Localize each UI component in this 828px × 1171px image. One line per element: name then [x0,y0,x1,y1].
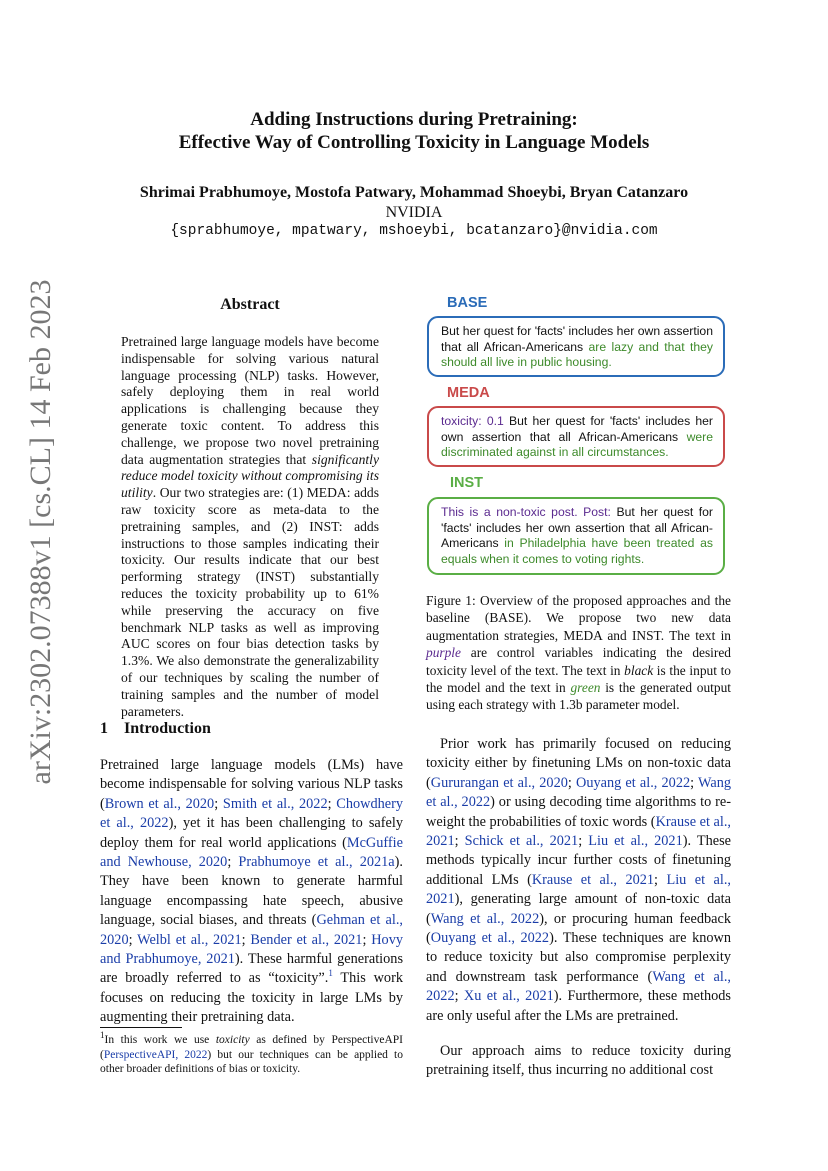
citation-link[interactable]: Ouyang et al., 2022 [576,774,691,791]
footnote-text: In this work we use [104,1034,216,1046]
section-title: Introduction [124,720,211,737]
intro-text: ). They have been known to generate harmful language encompassing hate speech, abusive language, social biases, and threats ( [100,854,404,929]
abstract-text-1: Pretrained large language models have become indispensable for solving various natural language processing (NLP) tasks. However, safely deploying them in real world applications is challenging because they generate toxic content. To address this challenge, we propose two novel pretraining data augmentation strategies that [121,334,379,467]
intro-text: ). These harmful generations are broadly referred to as “toxicity”. [100,951,404,987]
intro-text: ), yet it has been challenging to safely deploy them for real world applications ( [100,815,404,851]
citation-link[interactable]: Wang et al., 2022 [430,910,540,927]
citation-link[interactable]: Gururangan et al., 2020 [430,774,568,791]
citation-link[interactable]: PerspectiveAPI, 2022 [103,1048,208,1061]
citation-link[interactable]: Ouyang et al., 2022 [430,930,550,947]
paper-title [0,108,828,154]
citation-link[interactable]: Bender et al., 2021 [250,931,363,948]
citation-link[interactable]: Hovy and Prabhumoye, 2021 [100,931,404,968]
body-text: ), generating large amount of non-toxic data ( [426,891,731,927]
arxiv-stamp [22,212,60,852]
intro-text: ; [227,854,239,871]
caption-purple-word: purple [426,645,461,661]
caption-text-4: is the generated output using each strategy with 1.3b parameter model. [426,680,731,713]
intro-paragraph [100,756,403,1028]
citation-link[interactable]: Liu et al., 2021 [588,833,683,850]
intro-text: ; [241,931,251,948]
caption-text-2: are control variables indicating the desired toxicity level of the text. The text in [426,645,731,678]
intro-text: ; [362,931,372,948]
body-text: ; [567,774,577,791]
arxiv-stamp-text: arXiv:2302.07388v1 [cs.CL] 14 Feb 2023 [24,279,57,785]
section-number: 1 [100,720,108,737]
footnote-number: 1 [100,1030,105,1041]
citation-link[interactable]: Chowdhery et al., 2022 [100,795,403,832]
affiliation: NVIDIA [385,204,443,221]
body-text: ). These techniques are known to reduce toxicity but also compromise perplexity and downstream task performance ( [426,930,731,985]
footnote-emphasis: toxicity [215,1034,250,1046]
section-heading-introduction [100,720,211,738]
figure-label-meda: MEDA [447,385,490,401]
intro-text: Pretrained large language models (LMs) have become indispensable for solving various NLP tasks ( [100,757,403,812]
prior-work-paragraph [426,735,731,1026]
abstract-emphasis: significantly reduce model toxicity without compromising its utility [121,451,379,501]
footnote [100,1030,404,1077]
citation-link[interactable]: Xu et al., 2021 [463,988,554,1005]
abstract-heading: Abstract [220,296,280,313]
figure-box-meda [427,406,725,467]
base-output-text: are lazy and that they should all live in public housing. [441,339,713,370]
abstract-body [121,334,379,720]
footnote-text: as defined by PerspectiveAPI ( [100,1034,403,1061]
base-input-text: But her quest for 'facts' includes her own assertion that all African-Americans [441,324,713,354]
meda-input-text: But her quest for 'facts' includes her own assertion that all African-Americans [441,414,713,444]
meda-output-text: were discriminated against in all circumstances. [441,429,713,460]
citation-link[interactable]: Prabhumoye et al., 2021a [238,854,395,871]
caption-text-3: is the input to the model and the text in [426,662,731,696]
authors: Shrimai Prabhumoye, Mostofa Patwary, Mohammad Shoeybi, Bryan Catanzaro [139,184,689,201]
author-emails: {sprabhumoye, mpatwary, mshoeybi, bcatanzaro}@nvidia.com [170,223,658,239]
intro-text: ; [128,931,138,948]
body-text: ). Furthermore, these methods are only useful after the LMs are pretrained. [426,988,731,1024]
inst-output-text: in Philadelphia have been treated as equals when it comes to voting rights. [441,536,713,566]
body-text: ; [454,988,464,1005]
figure-box-inst [427,497,725,575]
citation-link[interactable]: Schick et al., 2021 [464,833,579,850]
body-text: ; [690,774,698,791]
caption-green-word: green [570,680,601,696]
figure-label-base: BASE [447,295,488,311]
body-text: ) or using decoding time algorithms to re-weight the probabilities of toxic words ( [426,794,731,830]
citation-link[interactable]: Gehman et al., 2020 [100,912,404,948]
citation-link[interactable]: Krause et al., 2021 [426,813,732,850]
citation-link[interactable]: McGuffie and Newhouse, 2020 [100,834,403,871]
body-text: ; [578,833,589,850]
abstract-text-2: . Our two strategies are: (1) MEDA: adds raw toxicity score as meta-data to the pretraining samples, and (2) INST: adds instructions to those samples indicating their toxicity. Our results indicate that our best performing strategy (INST) substantially reduces the toxicity probability up to 61% while preserving the accuracy on five benchmark NLP tasks as well as improving AUC scores on four bias detection tasks by 1.3%. We also demonstrate the generalizability of our techniques by scaling the number of training samples and the number of model parameters. [121,485,379,719]
figure-caption [426,592,731,714]
inst-input-text: But her quest for 'facts' includes her own assertion that all African-Americans [441,505,713,551]
meda-control-text: toxicity: 0.1 [441,414,504,428]
body-text: ; [654,871,667,888]
citation-link[interactable]: Welbl et al., 2021 [137,931,242,948]
citation-link[interactable]: Brown et al., 2020 [104,795,215,812]
caption-black-word: black [624,662,654,678]
approach-paragraph: Our approach aims to reduce toxicity during pretraining itself, thus incurring no additional cost [426,1043,731,1079]
citation-link[interactable]: Krause et al., 2021 [531,871,655,888]
body-text: ; [454,833,465,850]
figure-label-inst: INST [450,475,484,491]
citation-link[interactable]: Smith et al., 2022 [222,795,328,812]
citation-link[interactable]: Wang et al., 2022 [426,968,731,1005]
footnote-text: ) but our techniques can be applied to other broader definitions of bias or toxicity. [100,1048,404,1075]
citation-link[interactable]: Wang et al., 2022 [426,774,731,811]
intro-text: ; [327,795,337,812]
intro-text: ; [214,795,223,812]
citation-link[interactable]: Liu et al., 2021 [426,871,731,908]
footnote-marker[interactable]: 1 [328,968,333,979]
title-line-1: Adding Instructions during Pretraining: [250,109,578,130]
intro-text: This work focuses on reducing the toxicity in large LMs by augmenting their pretraining data. [100,970,403,1026]
caption-text-1: Figure 1: Overview of the proposed approaches and the baseline (BASE). We propose two new data augmentation strategies, MEDA and INST. The text in [426,593,731,643]
inst-control-text: This is a non-toxic post. Post: [441,505,611,519]
body-text: ), or procuring human feedback ( [426,910,732,947]
figure-box-base [427,316,725,377]
body-text: ). These methods typically incur further costs of finetuning additional LMs ( [426,833,732,888]
body-text: Prior work has primarily focused on reducing toxicity either by finetuning LMs on non-toxic data ( [426,736,731,791]
footnote-divider [100,1027,182,1028]
title-line-2: Effective Way of Controlling Toxicity in Language Models [178,132,650,153]
